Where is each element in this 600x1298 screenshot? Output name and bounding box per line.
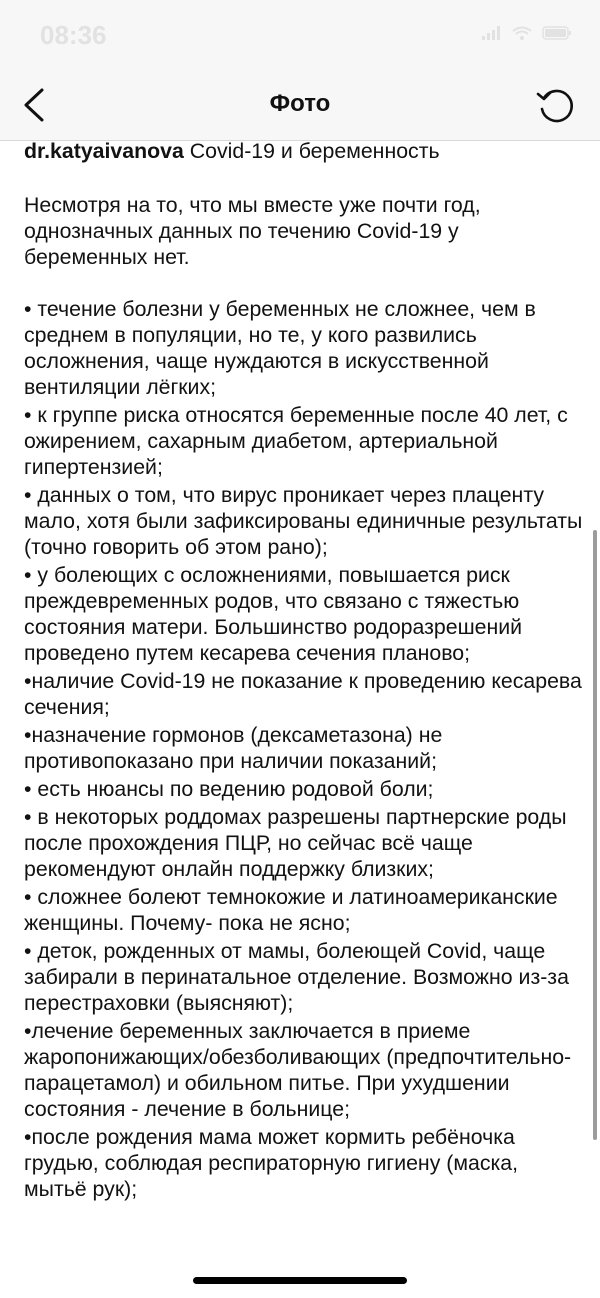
- page-title: Фото: [269, 90, 331, 117]
- refresh-icon: [534, 84, 578, 128]
- caption-bullet: • есть нюансы по ведению родовой боли;: [24, 777, 434, 801]
- caption-bullet: • деток, рожденных от мамы, болеющей Covid, чаще забирали в перинатальное отделение. Возможно из-за перестраховки (выясняют);: [24, 939, 569, 1015]
- signal-icon: [482, 26, 502, 40]
- caption-bullet: • течение болезни у беременных не сложнее, чем в среднем в популяции, но те, у кого развились осложнения, чаще нуждаются в искусственной вентиляции лёгких;: [24, 297, 536, 399]
- status-time: 08:36: [40, 20, 107, 50]
- caption-bullet: • в некоторых роддомах разрешены партнерские роды после прохождения ПЦР, но сейчас всё чаще рекомендуют онлайн поддержку близких;: [24, 805, 567, 881]
- battery-icon: [542, 26, 572, 40]
- author-username[interactable]: dr.katyaivanova: [24, 139, 184, 163]
- caption-header: [24, 138, 584, 164]
- caption-bullet: • к группе риска относятся беременные после 40 лет, с ожирением, сахарным диабетом, артериальной гипертензией;: [24, 403, 568, 479]
- status-icons: [482, 26, 572, 40]
- wifi-icon: [512, 26, 532, 40]
- caption-bullet: •после рождения мама может кормить ребёночка грудью, соблюдая респираторную гигиену (маска, мытьё рук);: [24, 1125, 519, 1201]
- caption-intro: Несмотря на то, что мы вместе уже почти год, однозначных данных по течению Covid-19 у беременных нет.: [24, 193, 481, 269]
- refresh-button[interactable]: [534, 84, 578, 128]
- home-indicator[interactable]: [193, 1277, 407, 1284]
- caption-bullet: • данных о том, что вирус проникает через плаценту мало, хотя были зафиксированы единичные результаты (точно говорить об этом рано);: [24, 483, 583, 559]
- caption-bullet: •лечение беременных заключается в приеме жаропонижающих/обезболивающих (предпочтительно-парацетамол) и обильном питье. При ухудшении состояния - лечение в больнице;: [24, 1019, 572, 1121]
- scrollbar[interactable]: [593, 530, 597, 1140]
- caption-bullet: •наличие Covid-19 не показание к проведению кесарева сечения;: [24, 669, 582, 719]
- post-title: Covid-19 и беременность: [189, 139, 440, 163]
- caption-bullet: • сложнее болеют темнокожие и латиноамериканские женщины. Почему- пока не ясно;: [24, 885, 558, 935]
- caption-bullet: • у болеющих с осложнениями, повышается риск преждевременных родов, что связано с тяжестью состояния матери. Большинство родоразрешений проведено путем кесарева сечения планово;: [24, 563, 523, 665]
- status-bar: [0, 0, 600, 70]
- nav-bar: [0, 70, 600, 141]
- post-caption: [24, 138, 584, 1204]
- caption-bullet: •назначение гормонов (дексаметазона) не противопоказано при наличии показаний;: [24, 723, 443, 773]
